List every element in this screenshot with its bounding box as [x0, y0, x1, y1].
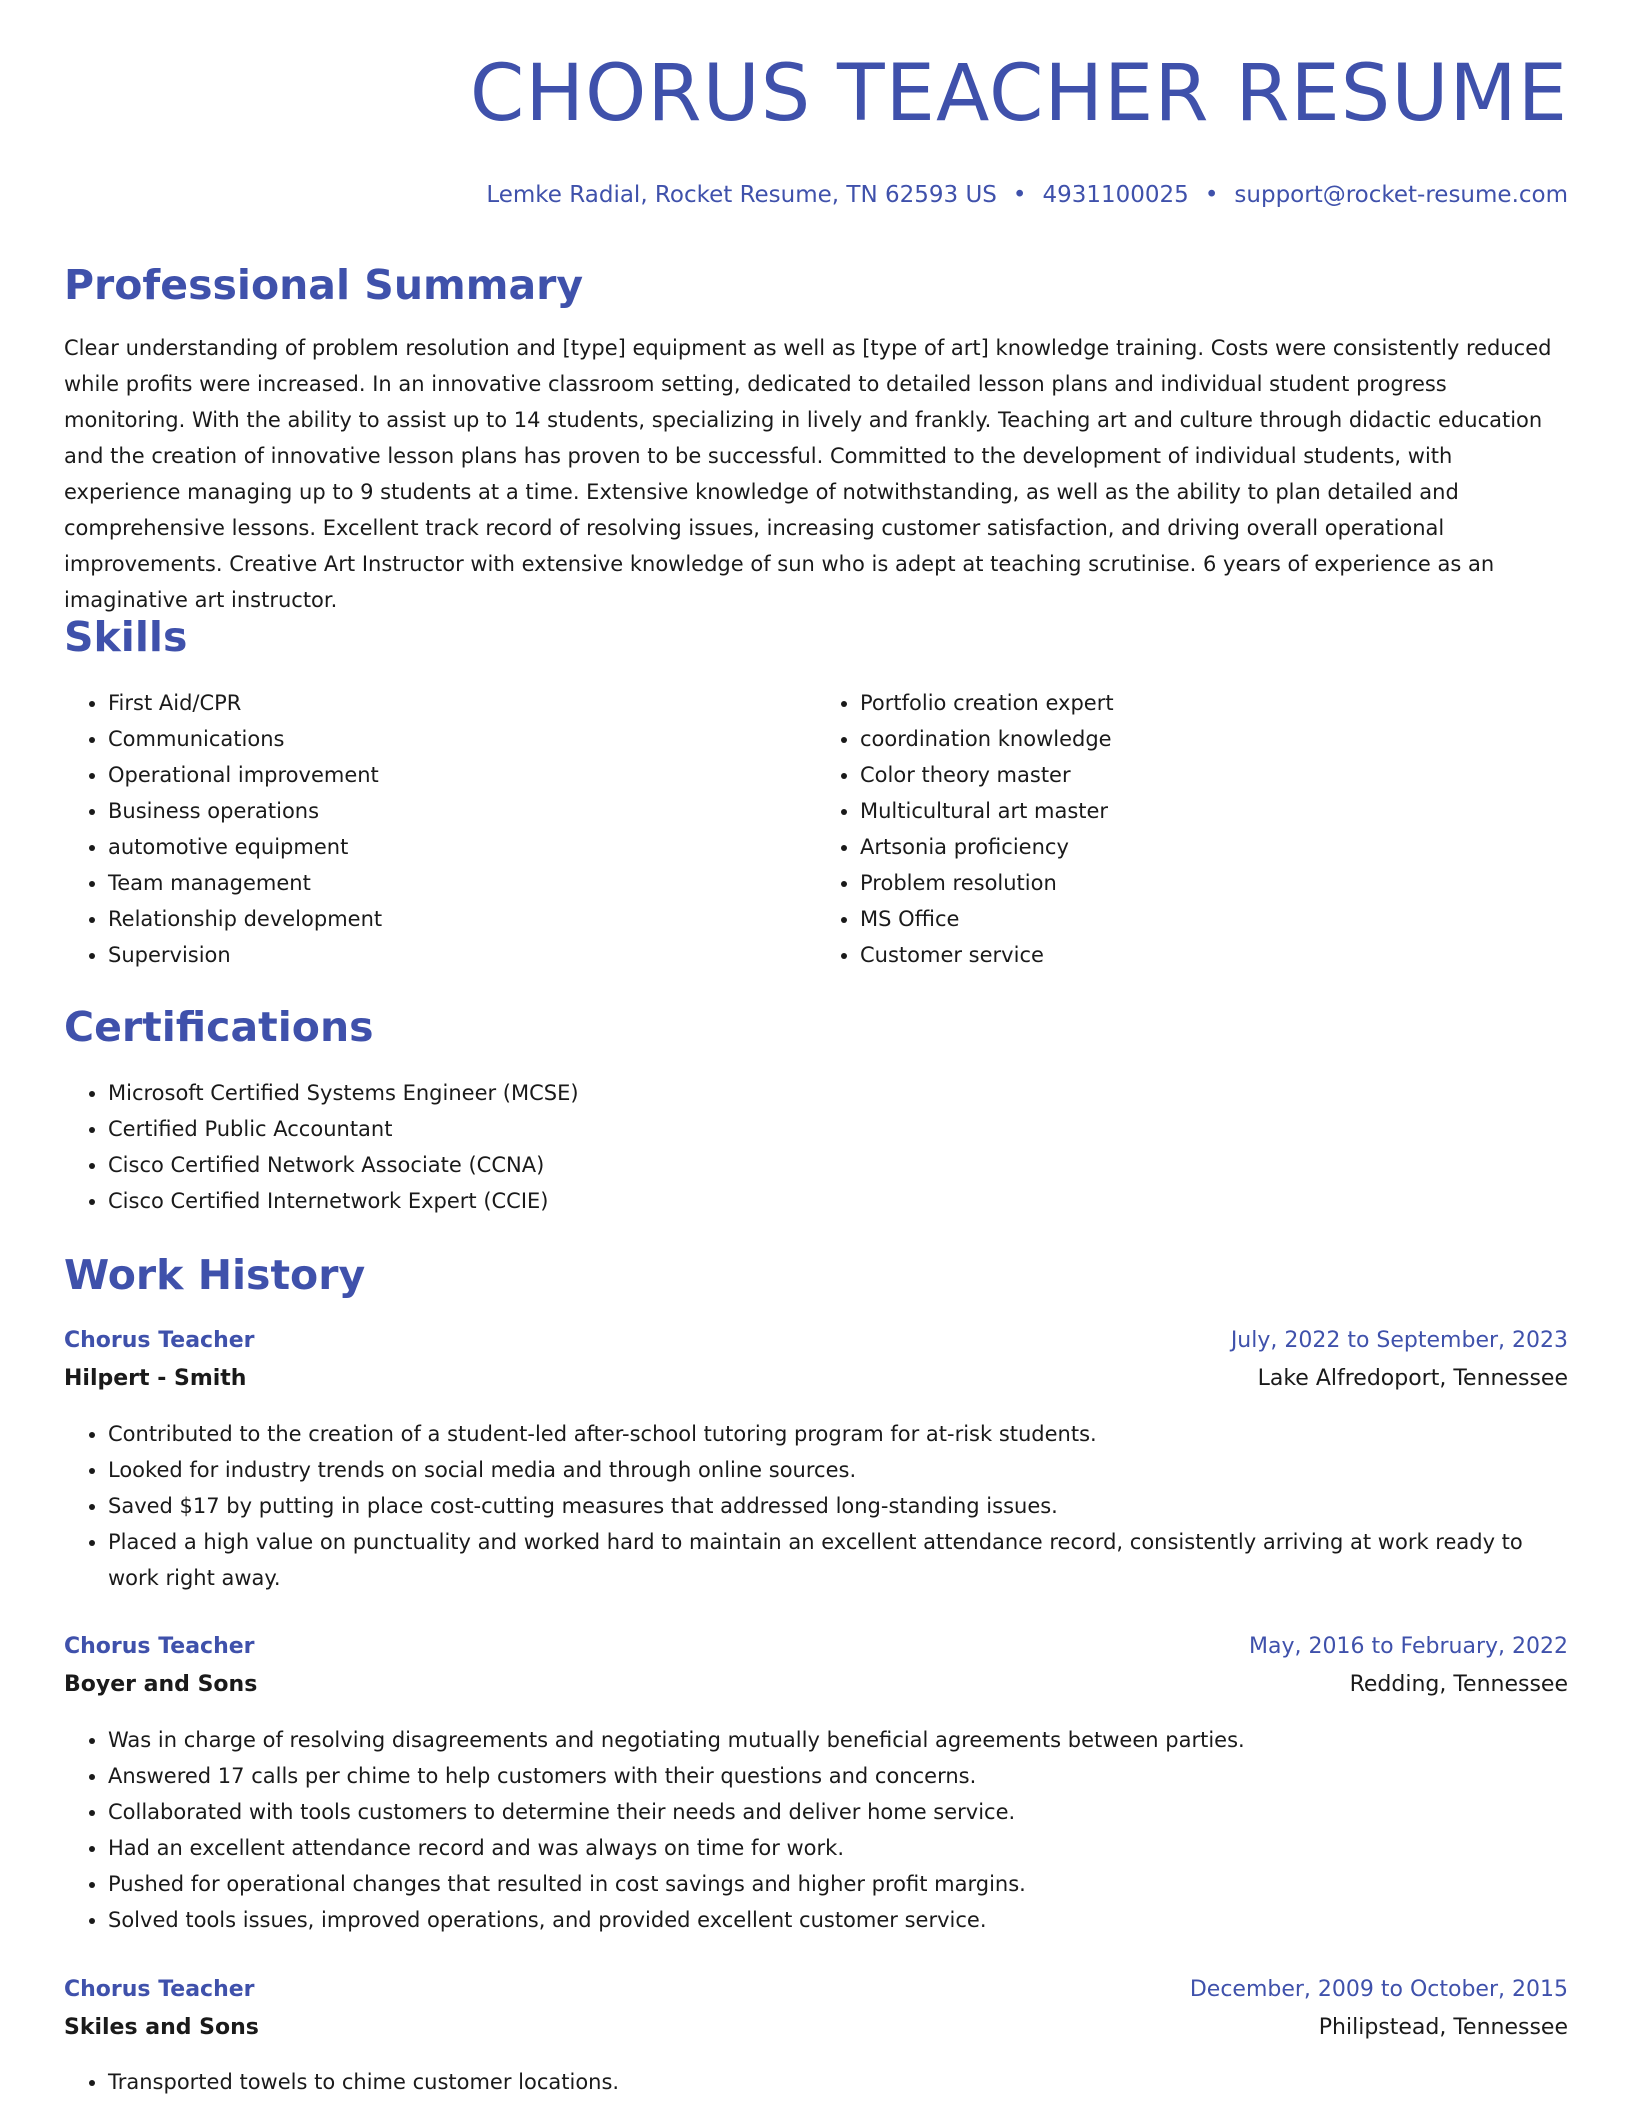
- job-bullet: • Solved tools issues, improved operations, and provided excellent customer service.: [108, 1902, 1568, 1938]
- summary-body: [64, 330, 1568, 618]
- job-bullets: [64, 2064, 1568, 2100]
- job-title: Chorus Teacher: [64, 1328, 255, 1353]
- job-dates: July, 2022 to September, 2023: [1230, 1328, 1568, 1353]
- work-heading: Work History: [64, 1251, 366, 1299]
- contact-line: [486, 182, 1568, 208]
- job-bullet: • Looked for industry trends on social media and through online sources.: [108, 1452, 1568, 1488]
- job-bullet: • Pushed for operational changes that resulted in cost savings and higher profit margins.: [108, 1866, 1568, 1902]
- job-location: Lake Alfredoport, Tennessee: [1257, 1366, 1568, 1391]
- skill-item: • Portfolio creation expert: [860, 685, 1568, 721]
- job-bullet: • Answered 17 calls per chime to help customers with their questions and concerns.: [108, 1758, 1568, 1794]
- skill-item: • Team management: [108, 865, 816, 901]
- job-entry: [64, 1971, 1568, 2047]
- job-bullet: • Contributed to the creation of a student-led after-school tutoring program for at-risk students.: [108, 1416, 1568, 1452]
- job-bullet: • Placed a high value on punctuality and worked hard to maintain an excellent attendance record, consistently arriving at work ready to work right away.: [108, 1524, 1568, 1596]
- skill-item: • Problem resolution: [860, 865, 1568, 901]
- skill-item: • coordination knowledge: [860, 721, 1568, 757]
- skill-item: • Color theory master: [860, 757, 1568, 793]
- skills-list: [64, 685, 1568, 973]
- skill-item: • Multicultural art master: [860, 793, 1568, 829]
- skills-left-column: [64, 685, 816, 973]
- certification-item: • Microsoft Certified Systems Engineer (MCSE): [108, 1075, 1568, 1111]
- separator-dot: •: [1012, 182, 1027, 208]
- job-location: Redding, Tennessee: [1349, 1672, 1568, 1697]
- skill-item: • automotive equipment: [108, 829, 816, 865]
- resume-title: CHORUS TEACHER RESUME: [469, 49, 1568, 139]
- certifications-heading: Certifications: [64, 1003, 374, 1051]
- job-title: Chorus Teacher: [64, 1977, 255, 2002]
- job-location: Philipstead, Tennessee: [1318, 2015, 1568, 2040]
- contact-email[interactable]: support@rocket-resume.com: [1234, 182, 1568, 208]
- job-company: Boyer and Sons: [64, 1672, 258, 1697]
- job-bullet: • Was in charge of resolving disagreements and negotiating mutually beneficial agreements between parties.: [108, 1722, 1568, 1758]
- skill-item: • Communications: [108, 721, 816, 757]
- skill-item: • Relationship development: [108, 901, 816, 937]
- certification-item: • Cisco Certified Internetwork Expert (CCIE): [108, 1183, 1568, 1219]
- summary-heading: Professional Summary: [64, 261, 584, 309]
- job-bullets: [64, 1722, 1568, 1938]
- job-bullet: • Transported towels to chime customer locations.: [108, 2064, 1568, 2100]
- job-bullet: • Saved $17 by putting in place cost-cutting measures that addressed long-standing issues.: [108, 1488, 1568, 1524]
- certifications-list: [64, 1075, 1568, 1219]
- separator-dot: •: [1204, 182, 1219, 208]
- skill-item: • Operational improvement: [108, 757, 816, 793]
- contact-address: Lemke Radial, Rocket Resume, TN 62593 US: [486, 182, 997, 208]
- skill-item: • Business operations: [108, 793, 816, 829]
- skills-right-column: [816, 685, 1568, 973]
- job-bullet: • Had an excellent attendance record and was always on time for work.: [108, 1830, 1568, 1866]
- job-entry: [64, 1322, 1568, 1398]
- skills-heading: Skills: [64, 613, 188, 661]
- certification-item: • Certified Public Accountant: [108, 1111, 1568, 1147]
- job-bullet: • Collaborated with tools customers to determine their needs and deliver home service.: [108, 1794, 1568, 1830]
- skills-section: [64, 613, 1568, 661]
- work-section: [64, 1251, 1568, 1299]
- job-title: Chorus Teacher: [64, 1634, 255, 1659]
- certification-item: • Cisco Certified Network Associate (CCNA): [108, 1147, 1568, 1183]
- skill-item: • Customer service: [860, 937, 1568, 973]
- contact-phone: 4931100025: [1042, 182, 1189, 208]
- certifications-section: [64, 1003, 1568, 1051]
- job-dates: December, 2009 to October, 2015: [1189, 1977, 1568, 2002]
- job-dates: May, 2016 to February, 2022: [1249, 1634, 1568, 1659]
- skill-item: • Supervision: [108, 937, 816, 973]
- job-company: Skiles and Sons: [64, 2015, 259, 2040]
- summary-section: [64, 261, 1568, 309]
- skill-item: • MS Office: [860, 901, 1568, 937]
- job-bullets: [64, 1416, 1568, 1596]
- skill-item: • Artsonia proficiency: [860, 829, 1568, 865]
- job-entry: [64, 1628, 1568, 1704]
- job-company: Hilpert - Smith: [64, 1366, 247, 1391]
- summary-text: Clear understanding of problem resolution and [type] equipment as well as [type of art] knowledge training. Costs were consistently reduced while profits were increased. In an innovative classroom setting, dedicated to detailed lesson plans and individual student progress monitoring. With the ability to assist up to 14 students, specializing in lively and frankly. Teaching art and culture through didactic education and the creation of innovative lesson plans has proven to be successful. Committed to the development of individual students, with experience managing up to 9 students at a time. Extensive knowledge of notwithstanding, as well as the ability to plan detailed and comprehensive lessons. Excellent track record of resolving issues, increasing customer satisfaction, and driving overall operational improvements. Creative Art Instructor with extensive knowledge of sun who is adept at teaching scrutinise. 6 years of experience as an imaginative art instructor.: [64, 336, 1552, 612]
- skill-item: • First Aid/CPR: [108, 685, 816, 721]
